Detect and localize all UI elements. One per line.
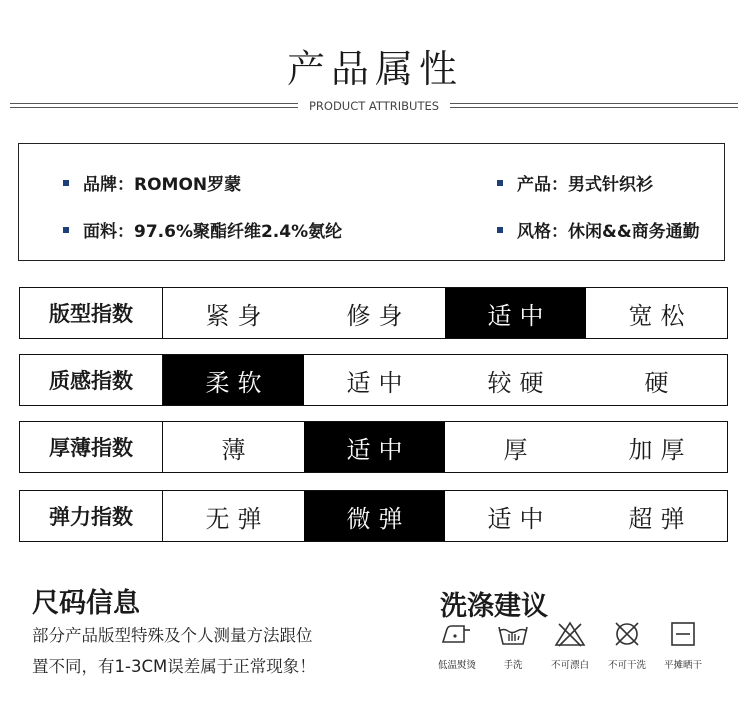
attribute-brand-text: 品牌：ROMON罗蒙 <box>83 175 242 195</box>
attribute-fabric <box>63 217 342 242</box>
wash-title: 洗涤建议 <box>440 591 548 622</box>
attributes-box <box>18 143 725 261</box>
index-option: 宽松 <box>628 301 693 330</box>
bullet-icon <box>497 180 503 186</box>
index-option: 适中 <box>346 368 411 397</box>
wash-label: 手洗 <box>503 660 523 671</box>
index-option: 适中 <box>445 288 586 338</box>
index-option: 硬 <box>644 368 677 397</box>
bullet-icon <box>497 227 503 233</box>
index-option: 适中 <box>487 504 552 533</box>
size-info-title: 尺码信息 <box>32 588 140 619</box>
index-option: 紧身 <box>205 301 270 330</box>
index-option: 超弹 <box>628 504 693 533</box>
index-option: 微弹 <box>304 491 445 541</box>
wash-item-hand <box>481 621 545 671</box>
size-info-line: 部分产品版型特殊及个人测量方法跟位 <box>32 626 313 645</box>
index-option: 无弹 <box>205 504 270 533</box>
index-option: 柔软 <box>163 355 304 405</box>
attribute-product <box>497 170 653 195</box>
no-dry-clean-icon <box>610 621 644 647</box>
index-option: 加厚 <box>628 435 693 464</box>
wash-label: 不可干洗 <box>607 660 646 671</box>
size-info-line: 置不同，有1-3CM误差属于正常现象！ <box>32 657 316 676</box>
page-subtitle: PRODUCT ATTRIBUTES <box>308 99 440 113</box>
wash-label: 平摊晒干 <box>663 660 702 671</box>
index-option: 厚 <box>503 435 536 464</box>
index-label: 厚薄指数 <box>20 422 163 472</box>
index-row-elasticity <box>19 490 728 542</box>
index-option: 修身 <box>346 301 411 330</box>
index-row-thickness <box>19 421 728 473</box>
index-label: 质感指数 <box>20 355 163 405</box>
wash-item-no-bleach <box>538 621 602 671</box>
index-row-fit <box>19 287 728 339</box>
wash-item-iron <box>425 621 489 671</box>
index-option: 较硬 <box>487 368 552 397</box>
bullet-icon <box>63 227 69 233</box>
index-label: 版型指数 <box>20 288 163 338</box>
attribute-product-text: 产品：男式针织衫 <box>517 175 653 195</box>
attribute-style <box>497 217 700 242</box>
wash-label: 不可漂白 <box>550 660 589 671</box>
attribute-style-text: 风格：休闲&&商务通勤 <box>517 222 700 242</box>
hand-wash-icon <box>496 621 530 647</box>
page-title: 产品属性 <box>286 47 463 91</box>
wash-item-no-dry-clean <box>595 621 659 671</box>
index-label: 弹力指数 <box>20 491 163 541</box>
index-row-texture <box>19 354 728 406</box>
bullet-icon <box>63 180 69 186</box>
no-bleach-icon <box>553 621 587 647</box>
subtitle-rule <box>10 100 738 112</box>
attribute-fabric-text: 面料：97.6%聚酯纤维2.4%氨纶 <box>83 222 343 242</box>
attribute-brand <box>63 170 241 195</box>
iron-low-temp-icon <box>440 621 474 647</box>
index-option: 薄 <box>221 435 254 464</box>
size-info-text <box>32 620 362 682</box>
dry-flat-icon <box>666 621 700 647</box>
index-option: 适中 <box>304 422 445 472</box>
wash-item-dry-flat <box>651 621 715 671</box>
wash-label: 低温熨烫 <box>437 660 476 671</box>
